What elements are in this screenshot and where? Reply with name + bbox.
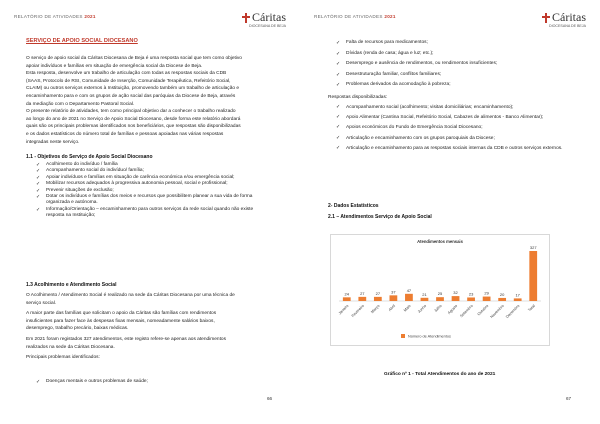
- bar: [390, 295, 398, 301]
- bar: [358, 297, 366, 301]
- objectives-title: 1.1 - Objetivos do Serviço de Apoio Social Diocesano: [26, 154, 153, 160]
- list-item: ✓ Dívidas (renda de casa; água e luz; etc.);: [336, 49, 576, 60]
- section-title: SERVIÇO DE APOIO SOCIAL DIOCESANO: [26, 38, 138, 44]
- x-tick-label: Março: [370, 303, 381, 315]
- responses-list: [336, 104, 574, 152]
- para-line: ao longo do ano de 2021 no Serviço de Apoio Social Diocesano, desde forma este relatório abordará: [26, 116, 241, 122]
- x-tick-label: Setembro: [459, 303, 474, 319]
- list-item: ✓ Falta de recursos para medicamentos;: [336, 38, 576, 49]
- problems-list: [336, 38, 576, 91]
- bar: [452, 296, 460, 301]
- data-label: 17: [515, 292, 520, 298]
- problems-list-start: [36, 379, 270, 385]
- data-label: 47: [406, 287, 412, 293]
- list-item: ✓ Apoio Alimentar (Cantina Social, Refeitório Social, Cabazes de alimentos - Banco Alimentar);: [336, 114, 574, 121]
- x-tick-label: Novembro: [489, 303, 505, 320]
- x-tick-label: Julho: [433, 303, 443, 314]
- x-tick-label: Dezembro: [505, 303, 521, 320]
- para-line: O Acolhimento / Atendimento Social é realizado na sede da Cáritas Diocesana por uma técnica de: [26, 293, 235, 298]
- list-item: ✓ Informação/Orientação – encaminhamento para outros serviços da rede social quando não existe resposta na Instituição;: [36, 207, 270, 220]
- reception-text: [26, 292, 276, 362]
- objectives-list: [36, 162, 270, 220]
- bar: [467, 297, 475, 301]
- x-tick-label: Abril: [387, 303, 397, 313]
- list-item: ✓ Doenças mentais e outros problemas de saúde;: [36, 379, 270, 385]
- data-label: 23: [468, 291, 474, 297]
- data-label: 29: [484, 290, 489, 296]
- page-number: 67: [566, 396, 572, 401]
- x-tick-label: Outubro: [476, 303, 490, 317]
- stats-subtitle: 2.1 – Atendimentos Serviço de Apoio Social: [328, 214, 432, 220]
- monthly-attendance-chart: [330, 234, 550, 346]
- list-item: ✓ Apoios económicos do Fundo de Emergência Social Diocesano;: [336, 124, 574, 131]
- bar: [514, 298, 522, 301]
- running-year: 2021: [84, 14, 96, 19]
- chart-caption: Gráfico nº 1 - Total Atendimentos do ano de 2021: [384, 372, 496, 377]
- logo-subtitle: DIOCESANA DE BEJA: [249, 24, 286, 28]
- list-item: ✓ Desemprego e ausência de rendimentos, ou rendimentos insuficientes;: [336, 59, 576, 70]
- para-line: (SAAS, Protocolo de RSI, Comunidade de Inserção, Comunidade Terapêutica, Refeitório Social,: [26, 78, 231, 84]
- stats-title: 2- Dados Estatísticos: [328, 203, 379, 209]
- data-label: 25: [437, 291, 443, 297]
- list-item: ✓ Acolhimento do indivíduo / família: [36, 162, 270, 168]
- list-item: ✓ Articulação e encaminhamento para as respostas sociais internas da CDB e outros serviços externos.: [336, 145, 574, 152]
- data-label: 21: [422, 291, 427, 297]
- x-tick-label: Maio: [402, 303, 412, 313]
- data-label: 32: [453, 290, 458, 296]
- para-line: da mediação com o Departamento Pastoral Social.: [26, 101, 135, 107]
- running-year: 2021: [384, 14, 396, 19]
- legend-label: Número de Atendimentos: [408, 334, 451, 339]
- data-label: 37: [391, 289, 396, 295]
- para-line: CLAIM) ou outros serviços externos à Instituição, promovendo também um trabalho de articulação e: [26, 86, 240, 92]
- bar: [483, 297, 491, 301]
- bar: [374, 297, 382, 301]
- x-tick-label: Agosto: [447, 303, 459, 316]
- para-line: quais são os principais problemas identificados nos beneficiários, que respostas são disponibilizadas: [26, 124, 241, 130]
- legend-swatch: [401, 334, 405, 338]
- logo-subtitle: DIOCESANA DE BEJA: [549, 24, 586, 28]
- cross-icon: [542, 13, 550, 23]
- chart-svg: [331, 235, 549, 345]
- running-header: [314, 14, 396, 19]
- right-page: [300, 0, 600, 424]
- para-line: encaminhamento para e com os grupos de ação social das paróquias da Diocese de Beja, através: [26, 93, 236, 99]
- running-title: RELATÓRIO DE ATIVIDADES: [14, 14, 83, 19]
- running-title: RELATÓRIO DE ATIVIDADES: [314, 14, 383, 19]
- caritas-logo: [242, 10, 286, 28]
- caritas-logo: [542, 10, 586, 28]
- para-line: apoiar indivíduos e famílias em situação de emergência social da Diocese de Beja.: [26, 63, 203, 69]
- para-line: Em 2021 foram registados 327 atendimentos, este registo refere-se apenas aos atendimentos: [26, 336, 226, 342]
- bar: [529, 251, 537, 301]
- para-line: integradas neste serviço.: [26, 139, 80, 145]
- data-label: 327: [529, 244, 537, 250]
- list-item: ✓ Prevenir situações de exclusão;: [36, 188, 270, 194]
- intro-text: [26, 55, 276, 146]
- page-number: 66: [267, 396, 273, 401]
- chart-title: Atendimentos mensais: [417, 239, 463, 244]
- x-tick-label: Junho: [417, 303, 428, 315]
- bar: [405, 294, 413, 301]
- reception-title: 1.3 Acolhimento e Atendimento Social: [26, 282, 117, 288]
- list-item: ✓ Acompanhamento social (acolhimento; visitas domiciliárias; encaminhamento);: [336, 104, 574, 111]
- para-line: Esta resposta, desenvolve um trabalho de articulação com todas as respostas sociais da CDB: [26, 71, 227, 77]
- bar: [436, 297, 444, 301]
- data-label: 27: [360, 290, 365, 296]
- bar: [421, 298, 429, 301]
- data-label: 20: [499, 291, 505, 297]
- para-line: insuficientes para fazer face às despesas fixas mensais, nomeadamente salários baixos,: [26, 318, 215, 324]
- responses-title: Respostas disponibilizadas:: [328, 95, 388, 100]
- data-label: 27: [375, 290, 381, 296]
- cross-icon: [242, 13, 250, 23]
- x-tick-label: Total: [527, 303, 536, 313]
- para-line: realizados na sede da Cáritas Diocesana.: [26, 344, 115, 350]
- para-line: O serviço de apoio social da Cáritas Diocesana de Beja é uma resposta social que tem como objetivo: [26, 56, 242, 61]
- para-line: O presente relatório de atividades, tem como principal objetivo dar a conhecer o trabalho realizado: [26, 109, 236, 115]
- bar: [498, 298, 506, 301]
- logo-name: Cáritas: [552, 10, 586, 24]
- para-line: desemprego, trabalho precário, baixas médicas.: [26, 326, 129, 332]
- list-item: ✓ Acompanhamento social do indivíduo/ família;: [36, 168, 270, 174]
- para-line: A maior parte das famílias que solicitam o apoio da Cáritas são famílias com rendimentos: [26, 311, 217, 317]
- bar: [343, 297, 351, 301]
- logo-name: Cáritas: [252, 10, 286, 24]
- list-item: ✓ Dotar os indivíduos e famílias dos meios e recursos que possibilitem planear a sua vida de forma organizada e autónoma.: [36, 194, 270, 207]
- x-tick-label: Fevereiro: [350, 303, 366, 319]
- para-line: serviço social.: [26, 300, 57, 306]
- running-header: [14, 14, 96, 19]
- list-item: ✓ Mobilizar recursos adequados à progressiva autonomia pessoal, social e profissional;: [36, 181, 270, 187]
- x-tick-label: Janeiro: [337, 303, 350, 316]
- list-item: ✓ Problemas derivados da acomodação à pobreza;: [336, 80, 576, 91]
- list-item: ✓ Apoiar indivíduos e famílias em situação de carência económica e/ou emergência social;: [36, 175, 270, 181]
- list-item: ✓ Desestruturação familiar, conflitos familiares;: [336, 70, 576, 81]
- para-line: e os dados estatísticos do número total de famílias e pessoas apoiadas nas várias respostas: [26, 131, 224, 137]
- list-item: ✓ Articulação e encaminhamento com os grupos paroquiais da Diocese;: [336, 135, 574, 142]
- para-line: Principais problemas identificados:: [26, 355, 100, 361]
- data-label: 24: [344, 291, 349, 297]
